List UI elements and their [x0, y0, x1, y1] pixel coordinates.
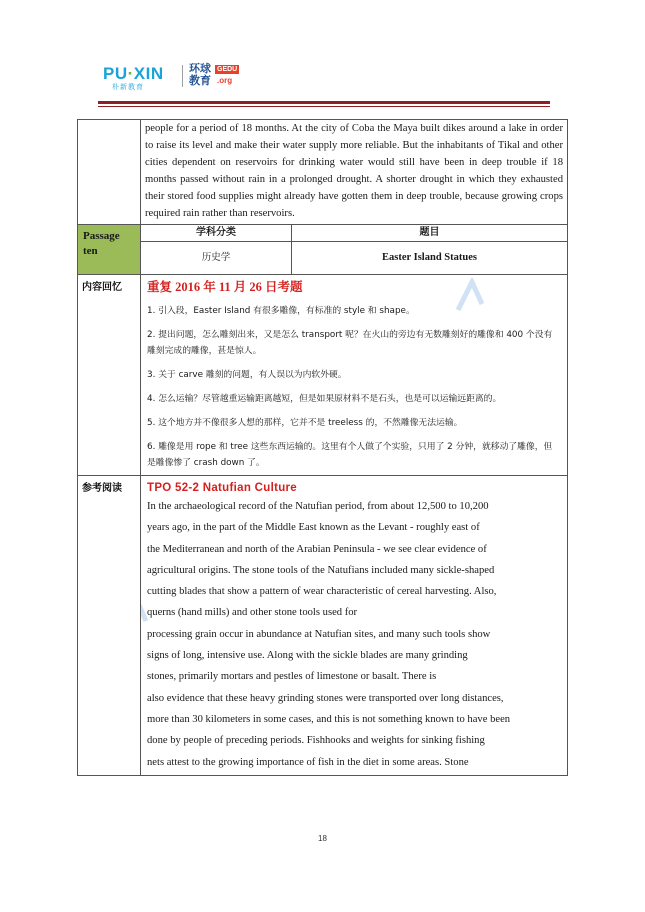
header-rule-thick [98, 101, 550, 104]
reference-label-cell [78, 476, 141, 776]
reference-title: TPO 52-2 Natufian Culture [147, 482, 297, 494]
subject-value: 历史学 [141, 242, 292, 275]
reference-line: stones, primarily mortars and pestles of limestone or basalt. There is [147, 671, 437, 683]
reference-line: signs of long, intensive use. Along with the sickle blades are many grinding [147, 650, 468, 662]
reference-line: nets attest to the growing importance of fish in the diet in some areas. Stone [147, 756, 469, 768]
recall-cell [141, 275, 568, 476]
logo-divider [182, 65, 183, 87]
puxin-logo: PU·XIN [103, 64, 164, 83]
reference-line: cutting blades that show a pattern of wear characteristic of cereal harvesting. Also, [147, 586, 497, 598]
header-rule-thin [98, 106, 550, 107]
passage-label-cell [78, 225, 141, 275]
passage-label: Passage ten [83, 230, 120, 257]
reference-line: processing grain occur in abundance at Natufian sites, and many such tools show [147, 628, 491, 640]
reference-row [78, 476, 568, 776]
reference-cell [141, 476, 568, 776]
logo-line-1: 环球 [189, 62, 211, 75]
page-header [98, 60, 550, 108]
reference-line: agricultural origins. The stone tools of the Natufians included many sickle-shaped [147, 564, 495, 576]
recall-item: 5. 这个地方并不像很多人想的那样，它并不是 treeless 的，不然雕像无法运输。 [147, 418, 463, 428]
recall-title: 重复 2016 年 11 月 26 日考题 [147, 280, 303, 294]
passage-row [78, 225, 568, 275]
reference-line: querns (hand mills) and other stone tools used for [147, 607, 358, 619]
puxin-logo-subtitle: 朴新教育 [112, 83, 144, 91]
content-table [77, 119, 568, 776]
continued-paragraph: people for a period of 18 months. At the city of Coba the Maya built dikes around a lake in order to raise its level and make their water supply more reliable. But the inhabitants of Tikal and other cities dependent on reservoirs for drinking water would still have been in deep trouble if 18 months passed without rain in a prolonged drought. A shorter drought in which they exhausted their stored food supplies might already have gotten them in deep trouble, because growing crops required rain rather than reservoirs. [145, 123, 563, 219]
passage-info-table [141, 225, 567, 274]
recall-item: 1. 引入段，Easter Island 有很多雕像，有标准的 style 和 shape。 [147, 306, 415, 316]
recall-item: 4. 怎么运输？尽管越重运输距离越短，但是如果原材料不是石头，也是可以运输远距离的。 [147, 394, 502, 404]
recall-label-cell [78, 275, 141, 476]
recall-item: 2. 提出问题，怎么雕刻出来，又是怎么 transport 呢？在火山的旁边有无数雕刻好的雕像和 400 个没有雕刻完成的雕像，甚是惊人。 [147, 330, 553, 356]
logo-line-2: 教育 [189, 74, 211, 87]
global-education-logo [189, 63, 211, 87]
continued-row [78, 120, 568, 225]
gedu-badge: GEDU [217, 66, 238, 73]
recall-item: 3. 关于 carve 雕刻的问题，有人误以为内软外硬。 [147, 370, 347, 380]
recall-item: 6. 雕像是用 rope 和 tree 这些东西运输的。这里有个人做了个实验，只用了 2 分钟，就移动了雕像，但是雕像惨了 crash down 了。 [147, 442, 553, 468]
reference-line: more than 30 kilometers in some cases, and this is not something known to have been [147, 713, 511, 725]
reference-line: In the archaeological record of the Natufian period, from about 12,500 to 10,200 [147, 501, 489, 512]
reference-label: 参考阅读 [82, 483, 122, 494]
reference-line: also evidence that these heavy grinding stones were transported over long distances, [147, 692, 504, 704]
reference-line: the Mediterranean and north of the Arabian Peninsula - we see clear evidence of [147, 543, 487, 555]
recall-label: 内容回忆 [82, 282, 122, 293]
page-number: 18 [318, 834, 327, 843]
reference-line: done by people of preceding periods. Fishhooks and weights for sinking fishing [147, 735, 485, 747]
recall-row [78, 275, 568, 476]
continued-cell [141, 120, 568, 225]
reference-line: years ago, in the part of the Middle East known as the Levant - roughly east of [147, 522, 480, 534]
topic-header: 题目 [292, 225, 568, 242]
org-suffix: .org [217, 76, 233, 85]
topic-value: Easter Island Statues [382, 252, 477, 263]
subject-header: 学科分类 [141, 225, 292, 242]
empty-label-cell [78, 120, 141, 225]
passage-info-cell [141, 225, 568, 275]
